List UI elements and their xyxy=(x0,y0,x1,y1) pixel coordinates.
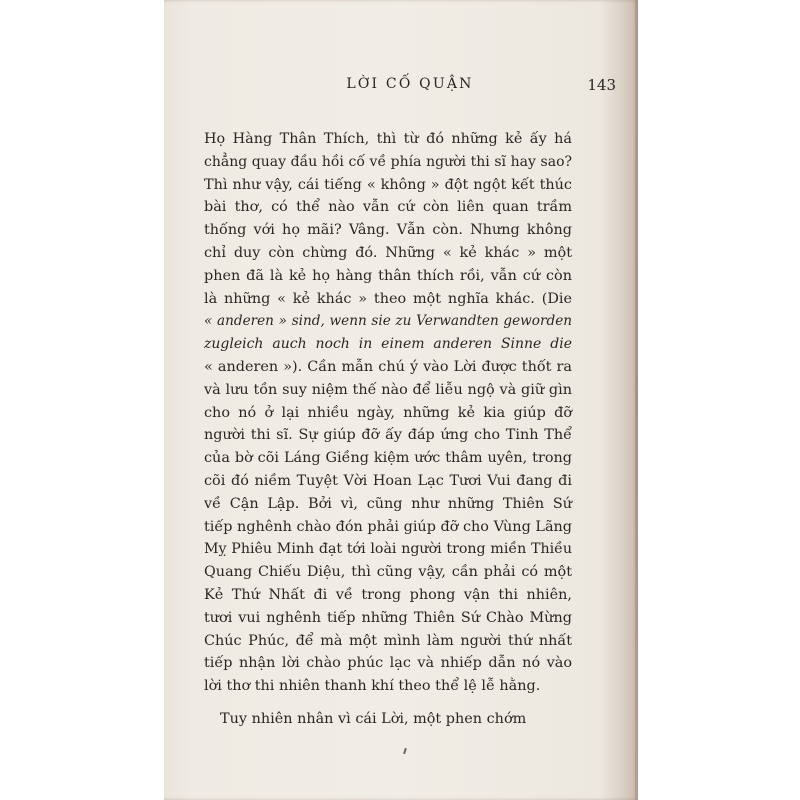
running-head xyxy=(204,76,616,100)
text-line-25: lời thơ thi nhiên thanh khí theo thể lệ lễ hằng. xyxy=(204,678,541,695)
page-number: 143 xyxy=(587,76,616,94)
text-line-14: người thi sĩ. Sự giúp đỡ ấy đáp ứng cho Tinh Thể xyxy=(204,427,572,444)
text-line-6: chỉ duy còn chừng đó. Những « kẻ khác » một xyxy=(204,244,572,261)
body-text xyxy=(204,128,572,731)
book-page xyxy=(164,0,638,800)
text-line-24: tiếp nhận lời chào phúc lạc và nhiếp dẫn nó vào xyxy=(204,655,572,672)
text-line-22: tươi vui nghênh tiếp những Thiên Sứ Chào Mừng xyxy=(204,609,572,626)
text-line-23: Chúc Phúc, để mà một mình làm người thứ nhất xyxy=(204,632,572,649)
text-line-16: cõi đó niềm Tuyệt Vời Hoan Lạc Tươi Vui đang đi xyxy=(204,472,572,489)
ink-speck xyxy=(403,748,407,754)
next-paragraph-first-line: Tuy nhiên nhân vì cái Lời, một phen chớm xyxy=(220,710,527,727)
text-line-1: Họ Hàng Thân Thích, thì từ đó những kẻ ấy há xyxy=(204,131,572,147)
text-line-17: về Cận Lập. Bởi vì, cũng như những Thiên Sứ xyxy=(204,495,572,512)
text-line-12: và lưu tồn suy niệm thế nào để liễu ngộ và giữ gìn xyxy=(204,381,572,398)
text-line-13: cho nó ở lại nhiều ngày, những kẻ kia giúp đỡ xyxy=(204,404,572,421)
text-line-3: Thì như vậy, cái tiếng « không » đột ngột kết thúc xyxy=(204,176,572,193)
text-line-11: « anderen »). Cần mẫn chú ý vào Lời được thốt ra xyxy=(204,358,572,375)
text-line-8: là những « kẻ khác » theo một nghĩa khác. (Die xyxy=(204,290,572,307)
text-line-2: chẳng quay đầu hồi cố về phía người thi sĩ hay sao? xyxy=(204,153,572,170)
text-line-18: tiếp nghênh chào đón phải giúp đỡ cho Vùng Lãng xyxy=(204,518,572,535)
text-line-20: Quang Chiếu Diệu, thì cũng vậy, cần phải có một xyxy=(204,564,572,581)
text-line-10-german: zugleich auch noch in einem anderen Sinne die xyxy=(204,336,572,353)
text-line-9-german: « anderen » sind, wenn sie zu Verwandten geworden xyxy=(204,313,572,330)
text-line-7: phen đã là kẻ họ hàng thân thích rồi, vẫn cứ còn xyxy=(204,267,572,284)
text-line-5: thống với họ mãi? Vâng. Vẫn còn. Nhưng không xyxy=(204,222,572,239)
text-line-21: Kẻ Thứ Nhất đi về trong phong vận thi nhiên, xyxy=(204,586,572,603)
text-line-19: Mỵ Phiêu Minh đạt tới loài người trong miền Thiều xyxy=(204,541,572,558)
text-line-4: bài thơ, có thể nào vẫn cứ còn liên quan trầm xyxy=(204,199,572,216)
text-line-15: của bờ cõi Láng Giềng kiệm ước thâm uyên, trong xyxy=(204,450,572,467)
running-title: LỜI CỐ QUẬN xyxy=(346,76,474,92)
